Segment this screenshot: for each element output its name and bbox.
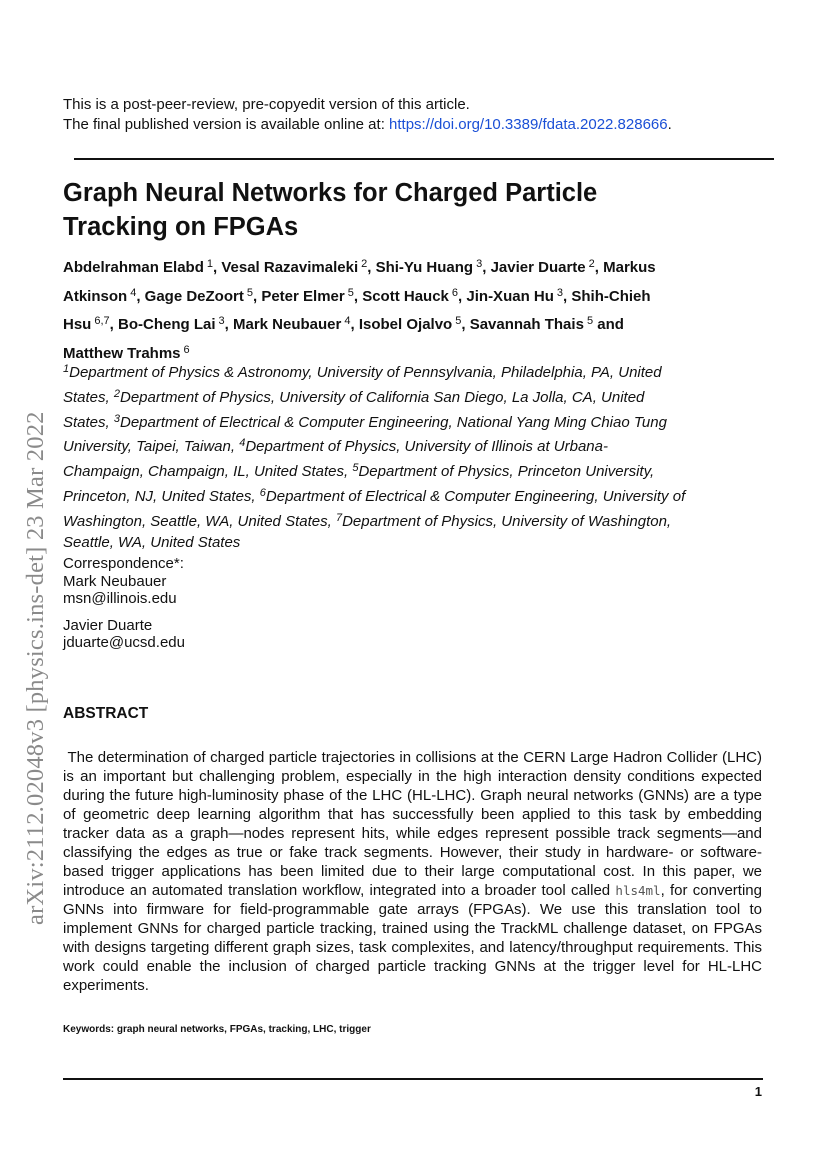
keywords: Keywords: graph neural networks, FPGAs, tracking, LHC, trigger xyxy=(63,1024,371,1035)
author-affiliation-mark: 6 xyxy=(451,286,459,299)
author-name: Shi-Yu Huang xyxy=(375,259,474,276)
author xyxy=(470,316,593,333)
author xyxy=(359,316,462,333)
author-name: Isobel Ojalvo xyxy=(358,316,453,333)
author-affiliation-mark: 3 xyxy=(556,286,564,299)
author-affiliation-mark: 2 xyxy=(588,258,595,270)
author-name: Vesal Razavimaleki xyxy=(221,259,359,276)
doi-link[interactable]: https://doi.org/10.3389/fdata.2022.828666 xyxy=(389,116,668,133)
contact-name: Mark Neubauer xyxy=(63,572,167,590)
author-name: Mark Neubauer xyxy=(232,316,342,333)
author-affiliation-mark: 6 xyxy=(183,343,190,356)
page-number: 1 xyxy=(754,1084,762,1099)
author-affiliation-mark: 5 xyxy=(246,286,253,299)
author-name: Bo-Cheng Lai xyxy=(118,316,216,333)
author-affiliation-mark: 2 xyxy=(361,258,368,270)
author-name: Gage DeZoort xyxy=(144,287,244,305)
affiliation-number: 3 xyxy=(113,412,120,425)
author-affiliation-mark: 3 xyxy=(218,315,225,327)
footer-rule xyxy=(63,1078,763,1080)
author-name: Peter Elmer xyxy=(261,287,345,305)
author-name: Markus Atkinson xyxy=(63,259,656,305)
affiliation-text: Department of Physics, Princeton University, Princeton, NJ, United States, xyxy=(63,463,655,505)
author-name: Scott Hauck xyxy=(362,287,449,305)
affiliation-text: Department of Physics, University of Washington, Seattle, WA, United States xyxy=(63,512,672,551)
author xyxy=(491,259,595,276)
author-name: Jin-Xuan Hu xyxy=(466,287,554,305)
author xyxy=(63,259,213,276)
affiliation-text: Department of Electrical & Computer Engineering, National Yang Ming Chiao Tung University, Taipei, Taiwan, xyxy=(63,413,667,456)
author-affiliation-mark: 5 xyxy=(586,315,594,327)
affiliation-number: 2 xyxy=(113,387,120,400)
author-affiliation-mark: 5 xyxy=(455,315,462,327)
version-notice xyxy=(63,95,672,135)
author-name: Savannah Thais xyxy=(469,316,584,333)
notice-line-2: The final published version is available online at: https://doi.org/10.3389/fdata.2022.828666. xyxy=(63,116,672,133)
author-name: Shih-Chieh Hsu xyxy=(63,287,651,333)
author-affiliation-mark: 6,7 xyxy=(94,315,110,327)
affiliation-text: Department of Physics, University of Illinois at Urbana-Champaign, Champaign, IL, United States, xyxy=(63,438,608,481)
code-hls4ml: hls4ml xyxy=(615,883,661,898)
author-conjunction: and xyxy=(597,316,624,333)
notice-line-1: This is a post-peer-review, pre-copyedit version of this article. xyxy=(63,96,470,113)
author xyxy=(466,288,563,305)
author-affiliation-mark: 3 xyxy=(476,258,483,270)
contact-name: Javier Duarte xyxy=(63,616,153,634)
abstract-text: The determination of charged particle trajectories in collisions at the CERN Large Hadron Collider (LHC) is an important but challenging problem, especially in the high interaction density conditions expected during the future high-luminosity phase of the LHC (HL-LHC). Graph neural networks (GNNs) are a type of geometric deep learning algorithm that has successfully been applied to this task by embedding tracker data as a graph—nodes represent hits, while edges represent possible track segments—and classifying the edges as true or fake track segments. However, their study in hardware- or software-based trigger applications has been limited due to their large computational cost. In this paper, we introduce an automated translation workflow, integrated into a broader tool called hls4ml, for converting GNNs into firmware for field-programmable gate arrays (FPGAs). We use this translation tool to implement GNNs for charged particle tracking, trained using the TrackML challenge dataset, on FPGAs with designs targeting different graph sizes, task complexites, and latency/throughput requirements. This work could enable the inclusion of charged particle tracking GNNs at the trigger level for HL-LHC experiments. xyxy=(63,749,762,994)
author xyxy=(376,259,483,276)
arxiv-stamp: arXiv:2112.02048v3 [physics.ins-det] 23 Mar 2022 xyxy=(22,411,49,925)
author xyxy=(362,288,458,305)
affiliations xyxy=(63,359,688,553)
author xyxy=(221,259,367,276)
contact-email: msn@illinois.edu xyxy=(63,590,177,607)
author-name: Matthew Trahms xyxy=(63,344,181,362)
affiliation-text: Department of Physics & Astronomy, University of Pennsylvania, Philadelphia, PA, United States, xyxy=(63,364,662,406)
header-rule xyxy=(74,158,774,160)
author xyxy=(118,316,225,333)
author-name: Abdelrahman Elabd xyxy=(63,259,204,276)
affiliation-number: 7 xyxy=(335,511,343,524)
correspondence-label: Correspondence*: xyxy=(63,555,184,572)
affiliation-text: Department of Physics, University of California San Diego, La Jolla, CA, United States, xyxy=(63,388,645,431)
affiliation-number: 6 xyxy=(259,486,266,499)
author-affiliation-mark: 4 xyxy=(344,315,351,327)
author-affiliation-mark: 5 xyxy=(347,286,354,299)
affiliation-number: 4 xyxy=(239,437,246,450)
author xyxy=(261,288,354,305)
affiliation-number: 1 xyxy=(63,363,70,375)
affiliation-text: Department of Electrical & Computer Engineering, University of Washington, Seattle, WA, United States, xyxy=(63,487,686,530)
abstract-heading: ABSTRACT xyxy=(63,705,149,722)
author-list: Abdelrahman Elabd $^1$, Vesal Razavimaleki $^2$, Shi-Yu Huang $^3$, Javier Duarte $^2$, Markus Atkinson $^4$, Gage DeZoort $^5$, Peter Elmer $^5$, Scott Hauck $^6$, Jin-Xuan Hu $^3$, Shih-Chieh Hsu $^{6,7}$, Bo-Cheng Lai $^3$, Mark Neubauer $^4$, Isobel Ojalvo $^5$, Savannah Thais $^5$ and Matthew Trahms $^6$ xyxy=(63,258,656,362)
author-affiliation-mark: 4 xyxy=(130,286,137,299)
author xyxy=(145,288,253,305)
author-affiliation-mark: 1 xyxy=(206,258,213,270)
author xyxy=(233,316,351,333)
author-name: Javier Duarte xyxy=(490,259,586,276)
affiliation-number: 5 xyxy=(352,462,359,475)
correspondence xyxy=(63,555,185,652)
contact-email: jduarte@ucsd.edu xyxy=(63,634,185,651)
paper-title: Graph Neural Networks for Charged Particle Tracking on FPGAs xyxy=(63,179,598,241)
